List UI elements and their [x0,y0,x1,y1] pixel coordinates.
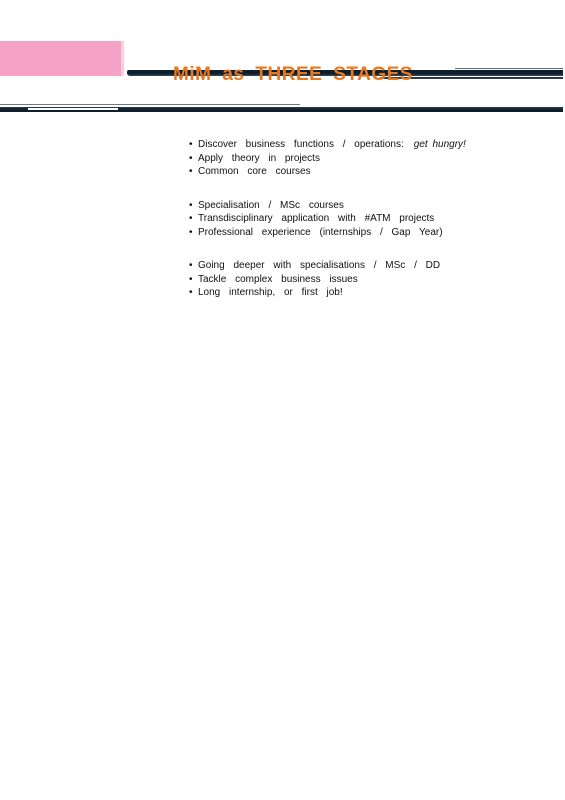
title-word-stages: STAGES [333,64,413,85]
list-item-text: Tackle complex business issues [198,273,358,285]
list-item-text: Discover business functions / operations: [198,139,404,150]
list-item [189,259,479,273]
list-item-text: Apply theory in projects [198,152,320,164]
stages-content [189,138,479,320]
pink-accent-block [0,41,121,76]
bullet-icon: • [189,139,193,150]
title-word-three: THREE [255,64,323,85]
bullet-icon: • [189,152,193,164]
list-item-text: Long internship, or first job! [198,287,343,298]
list-item [189,226,479,240]
list-item [189,138,479,152]
title-word-mim: MiM [173,64,212,85]
bullet-icon: • [189,287,193,298]
list-item-emphasis: get hungry! [413,139,466,150]
bullet-icon: • [189,226,193,238]
bullet-icon: • [189,166,193,177]
list-item [189,286,479,300]
header-divider-thin [0,104,300,105]
title-word-as: as [222,64,245,85]
bullet-icon: • [189,260,193,271]
stage-list-3 [189,259,479,300]
list-item-text: Common core courses [198,166,311,177]
stage-list-2 [189,199,479,240]
slide-title [173,62,413,88]
stage-list-1 [189,138,479,179]
list-item-text: Going deeper with specialisations / MSc / DD [198,260,441,271]
list-item-text: Transdisciplinary application with #ATM projects [198,213,435,224]
list-item [189,152,479,166]
bullet-icon: • [189,199,193,211]
list-item [189,273,479,287]
list-item [189,199,479,213]
list-item [189,165,479,179]
list-item [189,212,479,226]
list-item-text: Professional experience (internships / Gap Year) [198,226,443,238]
list-item-text: Specialisation / MSc courses [198,199,344,211]
bullet-icon: • [189,273,193,285]
title-underline-sliver [455,68,563,69]
bullet-icon: • [189,213,193,224]
header-divider-gap [28,108,118,110]
